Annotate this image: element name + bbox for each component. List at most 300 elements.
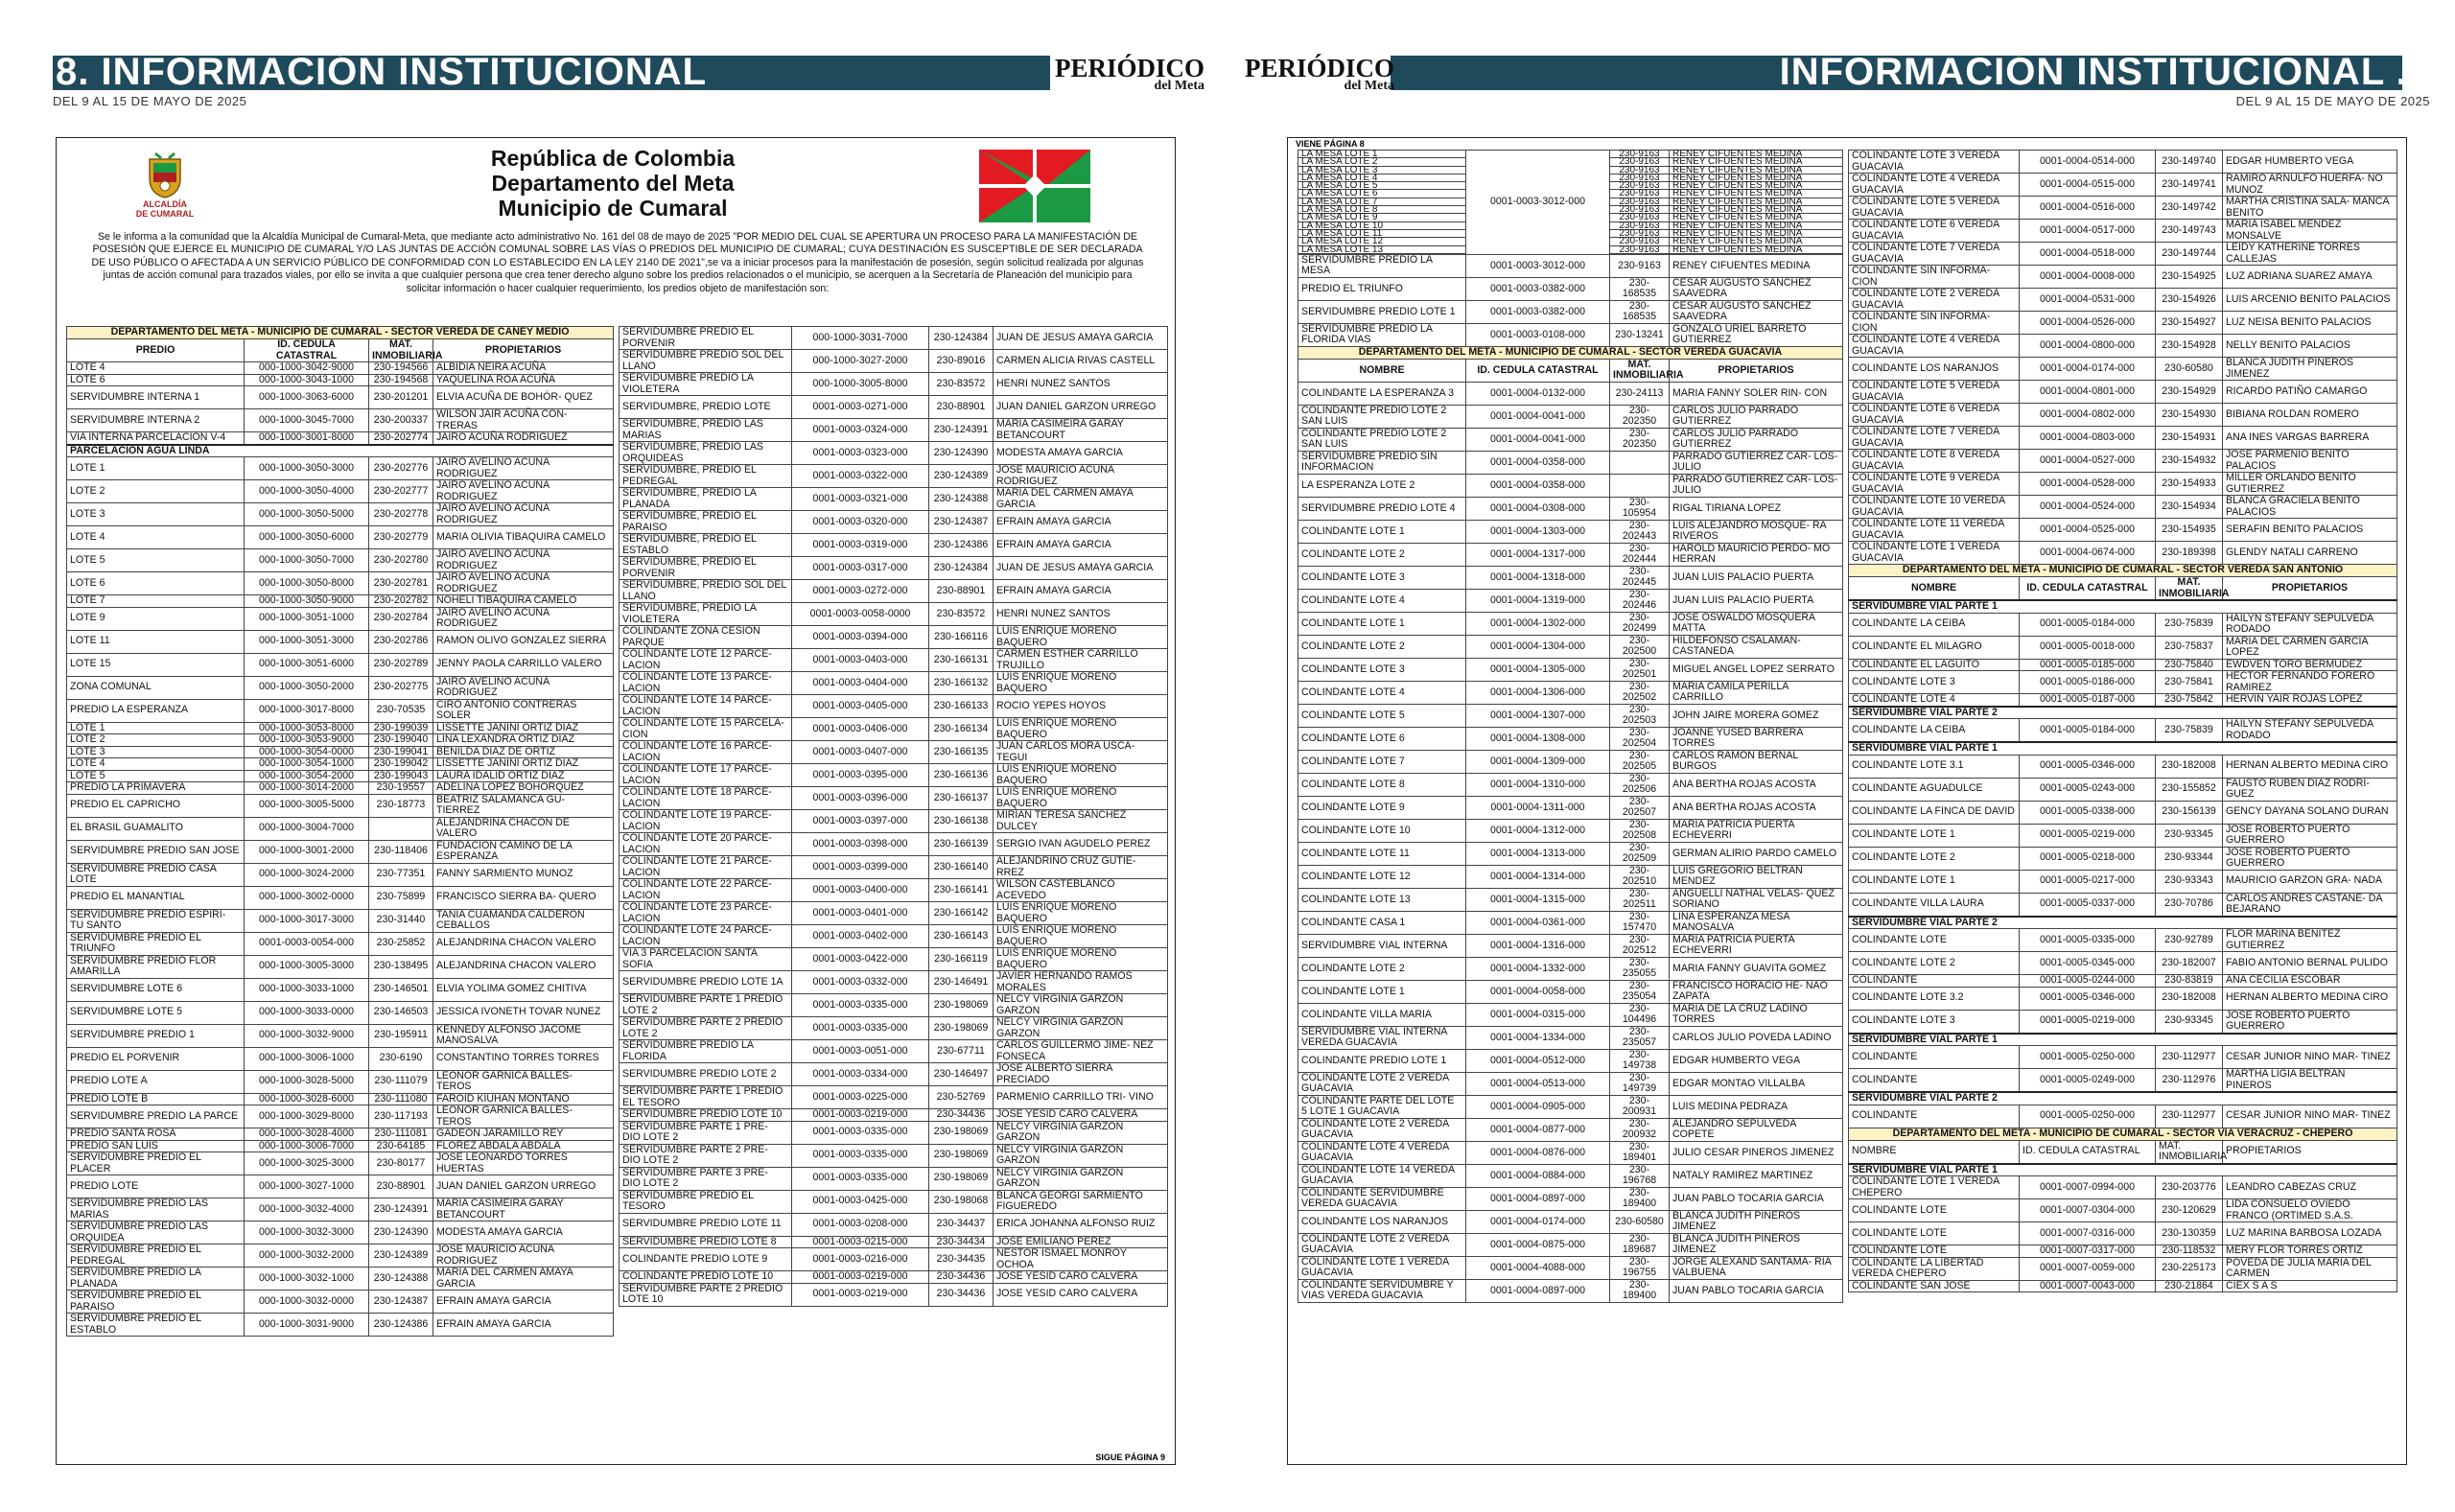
registry-number: 230-75841 xyxy=(2156,671,2223,694)
predio-name: SERVIDUMBRE VIAL INTERNA VEREDA GUACAVIA xyxy=(1298,1026,1466,1049)
cadastral-id: 0001-0004-0531-000 xyxy=(2020,289,2156,312)
owner-name: LISSETTE JANINI ORTIZ DIAZ xyxy=(433,758,614,771)
table-row xyxy=(67,503,614,526)
table-row xyxy=(1849,542,2397,565)
owner-name: MARIA PATRICIA PUERTA ECHEVERRI xyxy=(1670,934,1843,957)
registry-number: 230-200932 xyxy=(1610,1118,1670,1141)
owner-name: JOSE YESID CARO CALVERA xyxy=(994,1109,1168,1122)
owner-name: FLOREZ ABDALA ABDALA xyxy=(433,1140,614,1152)
table-row xyxy=(620,626,1168,649)
owner-name: ELVIA YOLIMA GOMEZ CHITIVA xyxy=(433,978,614,1001)
owner-name: HENRI NUNEZ SANTOS xyxy=(994,603,1168,626)
table-row xyxy=(1849,987,2397,1010)
registry-number: 230-166139 xyxy=(929,833,994,856)
predio-name: COLINDANTE PREDIO LOTE 10 xyxy=(620,1271,792,1284)
title-republic: República de Colombia xyxy=(490,146,736,171)
predio-name: COLINDANTE LOTE 23 PARCE- LACION xyxy=(620,902,792,925)
table-row xyxy=(67,480,614,503)
cadastral-id: 000-1000-3031-9000 xyxy=(245,1314,369,1337)
registry-number: 230-111080 xyxy=(369,1093,433,1105)
cadastral-id: 0001-0004-1306-000 xyxy=(1466,681,1610,704)
table-row xyxy=(1849,381,2397,404)
table-row xyxy=(1849,220,2397,243)
continue-note: SIGUE PÁGINA 9 xyxy=(1095,1453,1165,1462)
registry-number: 230-198069 xyxy=(929,1144,994,1167)
table-row xyxy=(67,457,614,480)
cadastral-id: 0001-0004-0308-000 xyxy=(1466,497,1610,520)
cadastral-id: 0001-0004-0526-000 xyxy=(2020,312,2156,335)
owner-name: EFRAIN AMAYA GARCIA xyxy=(433,1291,614,1314)
continued-note: VIENE PÁGINA 8 xyxy=(1296,139,1365,149)
table-row xyxy=(67,1024,614,1047)
cadastral-id: 0001-0003-0335-000 xyxy=(792,994,929,1017)
predio-name: COLINDANTE LOTE 15 PARCELA- CION xyxy=(620,718,792,741)
owner-name: WILSON JAIR ACUÑA CON- TRERAS xyxy=(433,409,614,432)
registry-number: 230-154934 xyxy=(2156,496,2223,519)
registry-number: 230-202504 xyxy=(1610,727,1670,750)
table-row xyxy=(1849,778,2397,801)
registry-number: 230-202786 xyxy=(369,630,433,653)
predio-name: COLINDANTE VILLA LAURA xyxy=(1849,893,2020,917)
table-row xyxy=(67,676,614,699)
table-row xyxy=(1298,1164,1843,1187)
registry-number: 230-124386 xyxy=(929,534,994,557)
table-row xyxy=(67,1001,614,1024)
table-row xyxy=(1849,1280,2397,1292)
table-row xyxy=(67,1268,614,1291)
cadastral-id: 0001-0003-0324-000 xyxy=(792,419,929,442)
predio-name: COLINDANTE LOTE 13 PARCE- LACION xyxy=(620,672,792,695)
predio-name: COLINDANTE LOTE 1 VEREDA GUACAVIA xyxy=(1849,542,2020,565)
predio-name: COLINDANTE LOTE 1 xyxy=(1298,520,1466,543)
table-row xyxy=(1849,496,2397,519)
registry-number: 230-202777 xyxy=(369,480,433,503)
table-row xyxy=(1298,704,1843,727)
registry-number: 230-92789 xyxy=(2156,929,2223,952)
owner-name: BLANCA JUDITH PINEROS JIMENEZ xyxy=(1670,1233,1843,1256)
owner-name: JUAN DANIEL GARZON URREGO xyxy=(433,1175,614,1198)
table-row xyxy=(67,817,614,840)
registry-number: 230-202445 xyxy=(1610,566,1670,589)
predio-name: COLINDANTE LA ESPERANZA 3 xyxy=(1298,382,1466,405)
registry-number: 230-199042 xyxy=(369,758,433,771)
owner-name: LEIDY KATHERINE TORRES CALLEJAS xyxy=(2223,243,2397,266)
cadastral-id: 0001-0003-0225-000 xyxy=(792,1086,929,1109)
registry-number: 230-75842 xyxy=(2156,694,2223,707)
cadastral-id: 000-1000-3028-5000 xyxy=(245,1070,369,1093)
predio-name: SERVIDUMBRE PREDIO LAS MARIAS xyxy=(67,1198,245,1221)
owner-name: JULIO CESAR PINEROS JIMENEZ xyxy=(1670,1141,1843,1164)
cadastral-id: 0001-0004-0803-000 xyxy=(2020,427,2156,450)
registry-number: 230-166138 xyxy=(929,810,994,833)
predio-name: COLINDANTE LOTE 12 PARCE- LACION xyxy=(620,649,792,672)
registry-number: 230-202350 xyxy=(1610,405,1670,428)
mesa-lot-mat: 230-9163 xyxy=(1610,151,1669,158)
predio-name: COLINDANTE LOTE 2 xyxy=(1298,635,1466,658)
owner-name: CIRO ANTONIO CONTRERAS SOLER xyxy=(433,699,614,722)
owner-name: JUAN LUIS PALACIO PUERTA xyxy=(1670,566,1843,589)
column-header: PROPIETARIOS xyxy=(2223,577,2397,601)
table-row xyxy=(1298,1072,1843,1095)
owner-name: JUAN PABLO TOCARIA GARCIA xyxy=(1670,1279,1843,1302)
cadastral-id: 000-1000-3029-8000 xyxy=(245,1105,369,1128)
cadastral-id: 0001-0004-0518-000 xyxy=(2020,243,2156,266)
cadastral-id: 0001-0005-0184-000 xyxy=(2020,613,2156,636)
cadastral-id: 0001-0004-0058-000 xyxy=(1466,980,1610,1003)
owner-name: LUIS ENRIQUE MORENO BAQUERO xyxy=(994,672,1168,695)
mesa-lot-mat: 230-9163 xyxy=(1610,174,1669,182)
registry-number: 230-112977 xyxy=(2156,1046,2223,1069)
table-row xyxy=(620,1248,1168,1271)
predio-name: SERVIDUMBRE PARTE 2 PREDIO LOTE 10 xyxy=(620,1283,792,1306)
owner-name: MIRIAN TERESA SANCHEZ DULCEY xyxy=(994,810,1168,833)
owner-name: FRANCISCO HORACIO HE- NAO ZAPATA xyxy=(1670,980,1843,1003)
table-row xyxy=(67,1198,614,1221)
cadastral-id: 000-1000-3051-1000 xyxy=(245,607,369,630)
registry-number: 230-156139 xyxy=(2156,801,2223,824)
registry-number: 230-83819 xyxy=(2156,975,2223,988)
predio-name: COLINDANTE LOTE 1 VEREDA GUACAVIA xyxy=(1298,1256,1466,1279)
registry-number: 230-18773 xyxy=(369,794,433,817)
table-row xyxy=(620,856,1168,879)
registry-number: 230-75839 xyxy=(2156,719,2223,743)
registry-number: 230-202775 xyxy=(369,676,433,699)
cadastral-id: 0001-0004-0905-000 xyxy=(1466,1095,1610,1118)
cadastral-id: 000-1000-3017-3000 xyxy=(245,909,369,932)
mesa-lot-name: LA MESA LOTE 2 xyxy=(1298,158,1465,166)
predio-name: COLINDANTE LOTE 6 xyxy=(1298,727,1466,750)
cadastral-id: 0001-0004-1334-000 xyxy=(1466,1026,1610,1049)
registry-number: 230-195911 xyxy=(369,1024,433,1047)
cadastral-id: 0001-0004-0800-000 xyxy=(2020,335,2156,358)
table-row xyxy=(67,432,614,445)
owner-name: EDGAR MONTAO VILLALBA xyxy=(1670,1072,1843,1095)
cadastral-id: 000-1000-3054-1000 xyxy=(245,758,369,771)
predio-name: COLINDANTE LOTE 6 VEREDA GUACAVIA xyxy=(1849,220,2020,243)
table-row xyxy=(1849,450,2397,473)
owner-name: ERICA JOHANNA ALFONSO RUIZ xyxy=(994,1213,1168,1236)
owner-name: LUIS MEDINA PEDRAZA xyxy=(1670,1095,1843,1118)
table-row xyxy=(1849,1046,2397,1069)
predio-name: PREDIO SAN LUIS xyxy=(67,1140,245,1152)
predio-name: VIA 3 PARCELACION SANTA SOFIA xyxy=(620,948,792,971)
cadastral-id: 0001-0004-0516-000 xyxy=(2020,197,2156,220)
registry-number: 230-138495 xyxy=(369,955,433,978)
cadastral-id: 0001-0003-0320-000 xyxy=(792,511,929,534)
cadastral-id: 0001-0004-0174-000 xyxy=(1466,1210,1610,1233)
registry-number: 230-235057 xyxy=(1610,1026,1670,1049)
registry-number: 230-124391 xyxy=(929,419,994,442)
mesa-mat-list xyxy=(1610,151,1670,255)
predio-name: SERVIDUMBRE PREDIO LA FLORIDA VIAS xyxy=(1298,323,1466,346)
predio-name: COLINDANTE LOTE 4 xyxy=(1298,589,1466,612)
owner-name: MARIA ISABEL MENDEZ MONSALVE xyxy=(2223,220,2397,243)
owner-name: HAROLD MAURICIO PERDO- MO HERRAN xyxy=(1670,543,1843,566)
subsection-title: SERVIDUMBRE VIAL PARTE 2 xyxy=(1849,1092,2397,1105)
column-header-row xyxy=(1849,577,2397,601)
table-row xyxy=(1849,929,2397,952)
table-row xyxy=(1298,658,1843,681)
mesa-lot-name: LA MESA LOTE 8 xyxy=(1298,206,1465,214)
cadastral-id: 0001-0004-0008-000 xyxy=(2020,266,2156,289)
registry-number: 230-166133 xyxy=(929,695,994,718)
predio-name: SERVIDUMBRE INTERNA 2 xyxy=(67,409,245,432)
table-row xyxy=(1298,934,1843,957)
predio-name: COLINDANTE LOTE 9 xyxy=(1298,796,1466,819)
subsection-row xyxy=(1849,742,2397,755)
table-row xyxy=(620,718,1168,741)
cadastral-id: 0001-0004-0041-000 xyxy=(1466,428,1610,451)
registry-number: 230-149739 xyxy=(1610,1072,1670,1095)
registry-number: 230-83572 xyxy=(929,603,994,626)
table-row xyxy=(67,699,614,722)
predio-name: COLINDANTE LOTE 1 xyxy=(1298,612,1466,635)
owner-name: JAIRO ACUÑA RODRIGUEZ xyxy=(433,432,614,445)
predio-name: SERVIDUMBRE PREDIO LA MESA xyxy=(1298,254,1466,277)
predio-name: COLINDANTE EL LAGUITO xyxy=(1849,659,2020,671)
cadastral-id: 0001-0004-1305-000 xyxy=(1466,658,1610,681)
predio-name: COLINDANTE LOTE 5 VEREDA GUACAVIA xyxy=(1849,197,2020,220)
mesa-lot-owner: RENEY CIFUENTES MEDINA xyxy=(1670,174,1842,182)
mesa-lot-list xyxy=(1298,151,1466,255)
mesa-lot-owner: RENEY CIFUENTES MEDINA xyxy=(1670,182,1842,190)
owner-name: JUAN PABLO TOCARIA GARCIA xyxy=(1670,1187,1843,1210)
cadastral-id: 0001-0003-0399-000 xyxy=(792,856,929,879)
table-row xyxy=(620,1040,1168,1063)
table-row xyxy=(1298,681,1843,704)
owner-name: EDGAR HUMBERTO VEGA xyxy=(1670,1049,1843,1072)
registry-number: 230-112977 xyxy=(2156,1105,2223,1128)
table-row xyxy=(67,1152,614,1175)
predio-name: SERVIDUMBRE PARTE 2 PRE- DIO LOTE 2 xyxy=(620,1144,792,1167)
notice-header xyxy=(57,138,1177,325)
registry-number: 230-182008 xyxy=(2156,755,2223,778)
table-row xyxy=(67,863,614,886)
table-row xyxy=(1298,1279,1843,1302)
owner-name: JORGE ALEXAND SANTAMA- RIA VALBUENA xyxy=(1670,1256,1843,1279)
column-header-row xyxy=(1849,1140,2397,1164)
cadastral-id: 0001-0004-1308-000 xyxy=(1466,727,1610,750)
table-row xyxy=(1298,1256,1843,1279)
owner-name: ALEJANDRINA CHACON DE VALERO xyxy=(433,817,614,840)
predio-name: COLINDANTE PREDIO LOTE 9 xyxy=(620,1248,792,1271)
notice-box xyxy=(56,137,1176,1465)
owner-name: CESAR AUGUSTO SANCHEZ SAAVEDRA xyxy=(1670,300,1843,323)
owner-name: WILSON CASTEBLANCO ACEVEDO xyxy=(994,879,1168,902)
cadastral-id: 0001-0007-0304-000 xyxy=(2020,1199,2156,1222)
predio-name: LOTE 1 xyxy=(67,722,245,734)
table-row xyxy=(620,1086,1168,1109)
table-row xyxy=(1298,566,1843,589)
predio-name: COLINDANTE LOTE 2 xyxy=(1849,952,2020,975)
registry-number: 230-124390 xyxy=(369,1221,433,1244)
cumaral-crest-icon xyxy=(133,150,197,222)
predio-name: COLINDANTE LOTE 3 xyxy=(1298,658,1466,681)
cadastral-id: 000-1000-3005-3000 xyxy=(245,955,369,978)
owner-name: RICARDO PATIÑO CAMARGO xyxy=(2223,381,2397,404)
owner-name: CARLOS GUILLERMO JIME- NEZ FONSECA xyxy=(994,1040,1168,1063)
owner-name: FRANCISCO SIERRA BA- QUERO xyxy=(433,886,614,909)
owner-name: HAILYN STEFANY SEPULVEDA RODADO xyxy=(2223,719,2397,743)
mesa-lot-name: LA MESA LOTE 7 xyxy=(1298,198,1465,206)
cadastral-id: 0001-0004-0358-000 xyxy=(1466,474,1610,497)
table-row xyxy=(67,1175,614,1198)
owner-name: JUAN DANIEL GARZON URREGO xyxy=(994,396,1168,419)
cadastral-id: 000-1000-3032-9000 xyxy=(245,1024,369,1047)
mesa-lot-name: LA MESA LOTE 6 xyxy=(1298,190,1465,198)
table-row xyxy=(620,327,1168,350)
registry-number: 230-203776 xyxy=(2156,1176,2223,1199)
table-row xyxy=(1298,520,1843,543)
owner-name: JAIRO AVELINO ACUNA RODRIGUEZ xyxy=(433,676,614,699)
owner-name: JOANNE YUSED BARRERA TORRES xyxy=(1670,727,1843,750)
table-row xyxy=(620,1213,1168,1236)
table-row xyxy=(1849,636,2397,659)
cumaral-flag-icon xyxy=(979,150,1090,222)
registry-number: 230-194568 xyxy=(369,374,433,386)
registry-number: 230-199041 xyxy=(369,746,433,758)
registry-number: 230-202506 xyxy=(1610,773,1670,796)
predio-name: COLINDANTE LOTE 3 xyxy=(1298,566,1466,589)
registry-number: 230-200931 xyxy=(1610,1095,1670,1118)
registry-number: 230-166142 xyxy=(929,902,994,925)
owner-name: CARMEN ALICIA RIVAS CASTELL xyxy=(994,350,1168,373)
registry-number: 230-60580 xyxy=(1610,1210,1670,1233)
predio-name: COLINDANTE LOTE xyxy=(1849,929,2020,952)
cadastral-id: 0001-0005-0345-000 xyxy=(2020,952,2156,975)
cadastral-id: 0001-0004-0528-000 xyxy=(2020,473,2156,496)
registry-number: 230-149744 xyxy=(2156,243,2223,266)
cadastral-id: 000-1000-3033-0000 xyxy=(245,1001,369,1024)
sector-title: DEPARTAMENTO DEL META - MUNICIPIO DE CUMARAL - SECTOR VEREDA DE CANEY MEDIO xyxy=(67,327,614,339)
registry-number: 230-75840 xyxy=(2156,659,2223,671)
registry-number: 230-189401 xyxy=(1610,1141,1670,1164)
cadastral-id: 0001-0005-0186-000 xyxy=(2020,671,2156,694)
registry-number: 230-196755 xyxy=(1610,1256,1670,1279)
owner-name: MARIA PATRICIA PUERTA ECHEVERRI xyxy=(1670,819,1843,842)
cadastral-id: 000-1000-3050-6000 xyxy=(245,526,369,549)
predio-name: COLINDANTE SAN JOSE xyxy=(1849,1280,2020,1292)
cadastral-id: 0001-0004-1304-000 xyxy=(1466,635,1610,658)
subsection-title: SERVIDUMBRE VIAL PARTE 2 xyxy=(1849,917,2397,929)
mesa-group-row xyxy=(1298,151,1843,255)
cadastral-id: 000-1000-3002-0000 xyxy=(245,886,369,909)
sector-header-row xyxy=(67,327,614,339)
registry-number: 230-198069 xyxy=(929,994,994,1017)
cadastral-id: 0001-0003-0335-000 xyxy=(792,1017,929,1040)
notice-box xyxy=(1287,137,2407,1465)
table-row xyxy=(1298,865,1843,888)
predio-name: COLINDANTE LOTE 7 xyxy=(1298,750,1466,773)
registry-number: 230-189400 xyxy=(1610,1279,1670,1302)
predio-name: COLINDANTE LOTE 2 VEREDA GUACAVIA xyxy=(1298,1072,1466,1095)
table-row xyxy=(1849,1257,2397,1280)
table-row xyxy=(1298,323,1843,346)
column-header: PROPIETARIOS xyxy=(1670,359,1843,382)
registry-number: 230-202446 xyxy=(1610,589,1670,612)
properties-table-right-col1 xyxy=(1298,150,1843,1303)
predio-name: SERVIDUMBRE PREDIO SIN INFORMACION xyxy=(1298,451,1466,474)
registry-number: 230-6190 xyxy=(369,1047,433,1070)
table-row xyxy=(1849,151,2397,174)
mesa-lot-name: LA MESA LOTE 4 xyxy=(1298,174,1465,182)
cadastral-id: 0001-0005-0244-000 xyxy=(2020,975,2156,988)
mesa-lot-name: LA MESA LOTE 10 xyxy=(1298,222,1465,230)
predio-name: SERVIDUMBRE PREDIO LA VIOLETERA xyxy=(620,373,792,396)
registry-number: 230-225173 xyxy=(2156,1257,2223,1280)
predio-name: PREDIO LOTE A xyxy=(67,1070,245,1093)
predio-name: COLINDANTE LOTE 12 xyxy=(1298,865,1466,888)
registry-number: 230-202782 xyxy=(369,595,433,608)
column-header: NOMBRE xyxy=(1298,359,1466,382)
subsection-row xyxy=(67,445,614,457)
cadastral-id: 0001-0004-1313-000 xyxy=(1466,842,1610,865)
owner-name: PARMENIO CARRILLO TRI- VINO xyxy=(994,1086,1168,1109)
registry-number: 230-154928 xyxy=(2156,335,2223,358)
issue-date: DEL 9 AL 15 DE MAYO DE 2025 xyxy=(53,94,247,108)
registry-number: 230-60580 xyxy=(2156,358,2223,381)
owner-name: HERNAN ALBERTO MEDINA CIRO xyxy=(2223,755,2397,778)
table-row xyxy=(67,607,614,630)
cadastral-id: 0001-0003-0335-000 xyxy=(792,1167,929,1190)
table-row xyxy=(620,649,1168,672)
registry-number: 230-166131 xyxy=(929,649,994,672)
owner-name: CARLOS JULIO PARRADO GUTIERREZ xyxy=(1670,428,1843,451)
table-row xyxy=(67,1314,614,1337)
column-header: MAT. INMOBILIARIA xyxy=(2156,1140,2223,1164)
cadastral-id: 0001-0003-0402-000 xyxy=(792,925,929,948)
predio-name: PREDIO LA ESPERANZA xyxy=(67,699,245,722)
registry-number: 230-124388 xyxy=(929,488,994,511)
cadastral-id: 0001-0004-0315-000 xyxy=(1466,1003,1610,1026)
table-row xyxy=(1849,824,2397,847)
registry-number: 230-9163 xyxy=(1610,254,1670,277)
owner-name: JOSE OSWALDO MOSQUERA MATTA xyxy=(1670,612,1843,635)
owner-name: ALEJANDRINA CHACON VALERO xyxy=(433,955,614,978)
table-row xyxy=(67,1128,614,1141)
registry-number: 230-189687 xyxy=(1610,1233,1670,1256)
table-row xyxy=(67,526,614,549)
properties-table-right-col2 xyxy=(1848,150,2397,1292)
column-header: PREDIO xyxy=(67,339,245,362)
table-row xyxy=(1849,1010,2397,1034)
registry-number: 230-202776 xyxy=(369,457,433,480)
registry-number: 230-166116 xyxy=(929,626,994,649)
predio-name: SERVIDUMBRE PARTE 1 PRE- DIO LOTE 2 xyxy=(620,1121,792,1144)
cadastral-id: 000-1000-3053-8000 xyxy=(245,722,369,734)
table-row xyxy=(67,1070,614,1093)
predio-name: COLINDANTE LOTE 9 VEREDA GUACAVIA xyxy=(1849,473,2020,496)
predio-name: SERVIDUMBRE LOTE 5 xyxy=(67,1001,245,1024)
owner-name: ANA BERTHA ROJAS ACOSTA xyxy=(1670,773,1843,796)
table-row xyxy=(620,902,1168,925)
table-row xyxy=(67,1140,614,1152)
table-row xyxy=(620,1190,1168,1213)
registry-number: 230-202444 xyxy=(1610,543,1670,566)
predio-name: SERVIDUMBRE PREDIO LAS ORQUIDEA xyxy=(67,1221,245,1244)
predio-name: PREDIO SANTA ROSA xyxy=(67,1128,245,1141)
predio-name: LOTE 1 xyxy=(67,457,245,480)
column-header: PROPIETARIOS xyxy=(2223,1140,2397,1164)
cadastral-id: 0001-0004-1307-000 xyxy=(1466,704,1610,727)
predio-name: COLINDANTE xyxy=(1849,1069,2020,1093)
cadastral-id: 0001-0007-0317-000 xyxy=(2020,1245,2156,1258)
owner-name: JOSE YESID CARO CALVERA xyxy=(994,1283,1168,1306)
predio-name: LOTE 11 xyxy=(67,630,245,653)
cadastral-id: 0001-0003-0054-000 xyxy=(245,932,369,955)
issue-date: DEL 9 AL 15 DE MAYO DE 2025 xyxy=(2235,94,2430,108)
registry-number: 230-166141 xyxy=(929,879,994,902)
